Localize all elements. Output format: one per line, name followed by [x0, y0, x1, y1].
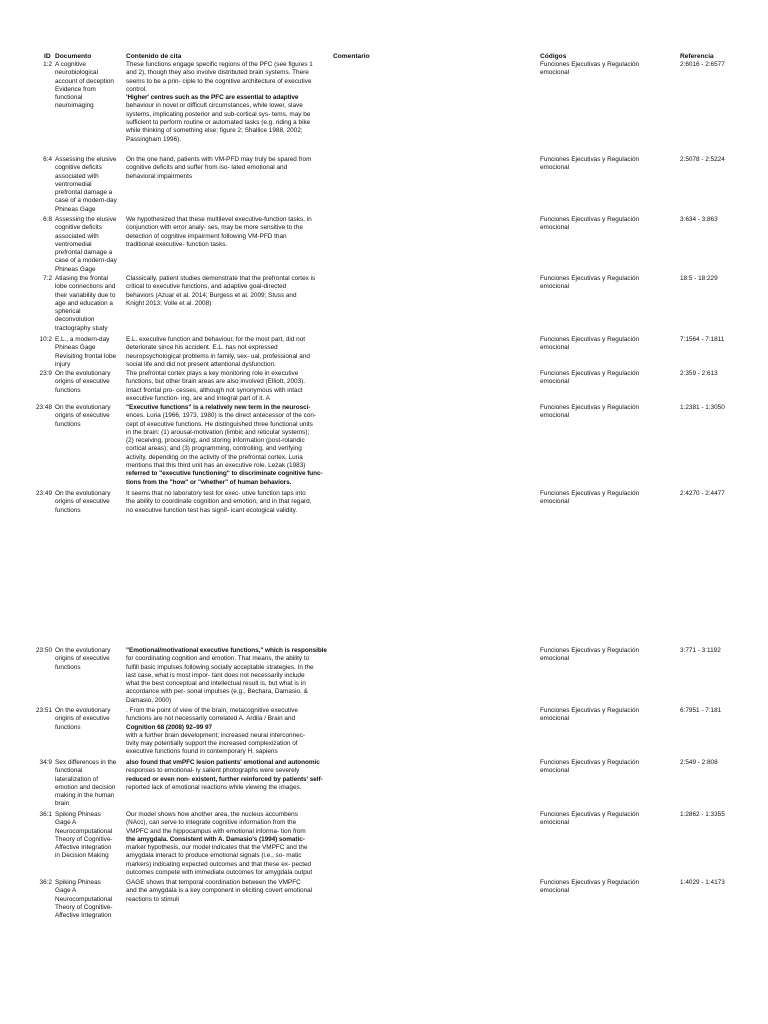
row-referencia: 2:6016 - 2:6577: [680, 61, 725, 68]
row-codigos: Funciones Ejecutivas y Regulación emocional: [540, 370, 640, 386]
cita-segment: The prefrontal cortex plays a key monitoring role in executive functions, but other brain areas are also involved (Elliott, 2003). Intact frontal pro- cesses, although not synonymous with intact executive function- ing, are and integral part of it. A: [126, 370, 306, 402]
cita-segment: for coordinating cognition and emotion. That means, the ability to fulfill basic impulses following socially acceptable strategies. In the last case, what is most impor- tant does not necessarily include what the best conceptual and intellectual result is, but what is in accordance with per- sonal impulses (e.g., Bechara, Damasio, & Damasio, 2000): [126, 655, 314, 704]
row-documento: Assessing the elusive cognitive deficits associated with ventromedial prefrontal damage a case of a modern-day Phineas Gage: [55, 156, 117, 213]
header-codigos: Códigos: [540, 53, 567, 60]
cita-segment: . From the point of view of the brain, metacognitive executive functions are not necessarily correlated A. Ardila / Brain and: [126, 707, 298, 723]
row-referencia: 18:5 - 18:229: [680, 275, 718, 282]
row-cita: [126, 61, 331, 144]
row-referencia: 1:2381 - 1:3050: [680, 404, 725, 411]
row-id: 23:51: [36, 707, 52, 714]
row-referencia: 2:359 - 2:613: [680, 370, 718, 377]
row-id: 7:2: [43, 275, 52, 282]
row-referencia: 6:7951 - 7:181: [680, 707, 722, 714]
row-id: 23:9: [39, 370, 52, 377]
row-id: 23:48: [36, 404, 52, 411]
row-codigos: Funciones Ejecutivas y Regulación emocional: [540, 275, 640, 291]
cita-segment: also found that vmPFC lesion patients' emotional and autonomic: [126, 759, 320, 766]
cita-segment: behaviour in novel or difficult circumstances, while lower, slave systems, implicating posterior and sub-cortical sys- tems, may be sufficient to perform routine or automated tasks (e.g. riding a bike while thinking of something else; figure 2; Shallice 1988, 2002; Passingham 1996).: [126, 102, 311, 143]
row-documento: On the evolutionary origins of executive functions: [55, 370, 111, 394]
cita-segment: the amygdala. Consistent with A. Damasio's (1994) somatic-: [126, 835, 305, 843]
row-documento: A cognitive neurobiological account of deception Evidence from functional neuroimaging: [55, 61, 114, 110]
header-referencia: Referencia: [680, 53, 714, 60]
row-codigos: Funciones Ejecutivas y Regulación emocional: [540, 811, 640, 827]
row-id: 23:50: [36, 647, 52, 654]
row-codigos: Funciones Ejecutivas y Regulación emocional: [540, 707, 640, 723]
row-referencia: 3:771 - 3:1192: [680, 647, 721, 654]
row-documento: Sex differences in the functional lateralization of emotion and decision making in the human brain: [55, 759, 117, 808]
cita-segment: "Executive functions" is a relatively new term in the neurosci-: [126, 404, 311, 411]
row-documento: On the evolutionary origins of executive functions: [55, 404, 111, 428]
row-cita: [126, 336, 331, 369]
row-codigos: Funciones Ejecutivas y Regulación emocional: [540, 61, 640, 77]
row-referencia: 2:4270 - 2:4477: [680, 490, 725, 497]
row-codigos: Funciones Ejecutivas y Regulación emocional: [540, 336, 640, 352]
cita-segment: GAGE shows that temporal coordination between the VMPFC and the amygdala is a key component in eliciting covert emotional reactions to stimuli: [126, 879, 313, 903]
row-id: 34:9: [39, 759, 52, 766]
row-cita: [126, 370, 331, 403]
row-id: 36:2: [39, 879, 52, 886]
row-id: 10:2: [39, 336, 52, 343]
row-referencia: 1:2862 - 1:3355: [680, 811, 725, 818]
row-codigos: Funciones Ejecutivas y Regulación emocional: [540, 647, 640, 663]
cita-segment: E.L. executive function and behaviour, for the most part, did not deteriorate since his accident. E.L. has not expressed neuropsychological problems in family, sex- ual, professional and social life and did not present attentional dysfunction.: [126, 336, 310, 368]
row-referencia: 2:549 - 2:808: [680, 759, 718, 766]
cita-segment: Cognition 68 (2008) 92–99 97: [126, 723, 212, 731]
row-codigos: Funciones Ejecutivas y Regulación emocional: [540, 156, 640, 172]
row-cita: [126, 216, 331, 249]
header-id: ID: [44, 53, 51, 60]
header-contenido: Contenido de cita: [126, 53, 182, 60]
row-cita: [126, 759, 331, 792]
row-cita: [126, 647, 331, 705]
row-id: 1:2: [43, 61, 52, 68]
row-referencia: 1:4029 - 1:4173: [680, 879, 725, 886]
cita-segment: reported lack of emotional reactions while viewing the images.: [126, 783, 302, 791]
row-documento: Atlasing the frontal lobe connections and their variability due to age and education a spherical deconvolution tractography study: [55, 275, 116, 332]
row-id: 6:4: [43, 156, 52, 163]
row-codigos: Funciones Ejecutivas y Regulación emocional: [540, 490, 640, 506]
row-codigos: Funciones Ejecutivas y Regulación emocional: [540, 879, 640, 895]
cita-segment: "Emotional/motivational executive functions," which is responsible: [126, 647, 327, 654]
row-documento: On the evolutionary origins of executive functions: [55, 707, 111, 731]
row-cita: [126, 707, 331, 757]
row-cita: [126, 490, 331, 515]
row-cita: [126, 879, 331, 904]
row-cita: [126, 404, 331, 487]
header-comentario: Comentario: [333, 53, 370, 60]
row-referencia: 3:634 - 3:863: [680, 216, 718, 223]
row-codigos: Funciones Ejecutivas y Regulación emocional: [540, 216, 640, 232]
row-documento: On the evolutionary origins of executive functions: [55, 647, 111, 671]
cita-segment: 'Higher' centres such as the PFC are essential to adaptive: [126, 94, 299, 102]
header-documento: Documento: [55, 53, 92, 60]
row-referencia: 2:5078 - 2:5224: [680, 156, 725, 163]
row-referencia: 7:1564 - 7:1811: [680, 336, 725, 343]
cita-segment: marker hypothesis, our model indicates that the VMPFC and the amygdala interact to produce emotional signals (i.e., so- matic markers) indicating expected outcomes and that these ex- pected outcomes compete with immediate outcomes for amygdala output: [126, 844, 313, 877]
row-documento: E.L., a modern-day Phineas Gage Revisiting frontal lobe injury: [55, 336, 117, 368]
row-cita: [126, 275, 331, 308]
row-documento: Assessing the elusive cognitive deficits associated with ventromedial prefrontal damage a case of a modern-day Phineas Gage: [55, 216, 117, 273]
cita-segment: ences. Luria (1966, 1973, 1980) is the direct antecessor of the con- cept of executive functions. He distinguished three functional units in the brain: (1) arousal-motivation (limbic and reticular systems); (2) receiving, processing, and storing information (post-rolandic cortical areas); and (3) programming, controlling, and verifying activity, depending on the activity of the prefrontal cortex. Luria mentions that this third unit has an executive role. Lezak (1983): [126, 412, 317, 470]
cita-segment: responses to emotional- ly salient photographs were severely: [126, 767, 300, 775]
row-codigos: Funciones Ejecutivas y Regulación emocional: [540, 759, 640, 775]
cita-segment: referred to "executive functioning" to discriminate cognitive func- tions from the "how" or "whether" of human behaviors.: [126, 470, 323, 486]
row-documento: On the evolutionary origins of executive functions: [55, 490, 111, 514]
cita-segment: reduced or even non- existent, further reinforced by patients' self-: [126, 775, 323, 783]
cita-segment: It seems that no laboratory test for exec- utive function taps into the ability to coordinate cognition and emotion, and in that regard, no executive function test has signif- icant ecological validity.: [126, 490, 312, 514]
cita-segment: These functions engage specific regions of the PFC (see figures 1 and 2), though they also involve distributed brain systems. There seems to be a prin- ciple to the cognitive architecture of executive control.: [126, 61, 313, 93]
row-cita: [126, 156, 331, 181]
cita-segment: On the one hand, patients with VM-PFD may truly be spared from cognitive deficits and suffer from iso- lated emotional and behavioral impairments: [126, 156, 312, 180]
cita-segment: We hypothesized that these multilevel executive-function tasks, in conjunction with error analy- ses, may be more sensitive to the detection of cognitive impairment following VM-PFD than traditional executive- function tasks.: [126, 216, 312, 248]
row-id: 36:1: [39, 811, 52, 818]
cita-segment: Classically, patient studies demonstrate that the prefrontal cortex is critical to executive functions, and adaptive goal-directed behaviors (Azuar et al. 2014; Burgess et al. 2009; Stuss and Knight 2013; Volle et al. 2008): [126, 275, 316, 307]
row-id: 23:49: [36, 490, 52, 497]
row-id: 6:8: [43, 216, 52, 223]
row-codigos: Funciones Ejecutivas y Regulación emocional: [540, 404, 640, 420]
row-documento: Spiking Phineas Gage A Neurocomputational Theory of Cognitive- Affective Integration in Decision Making: [55, 811, 113, 860]
row-cita: [126, 811, 331, 877]
cita-segment: Our model shows how another area, the nucleus accumbens (NAcc), can serve to integrate cognitive information from the VMPFC and the hippocampus with emotional informa- tion from: [126, 811, 306, 835]
row-documento: Spiking Phineas Gage A Neurocomputational Theory of Cognitive- Affective Integration: [55, 879, 113, 920]
cita-segment: with a further brain development; increased neural interconnec- tivity may potentially support the increased complexization of executive functions found in contemporary H. sapiens: [126, 731, 306, 756]
